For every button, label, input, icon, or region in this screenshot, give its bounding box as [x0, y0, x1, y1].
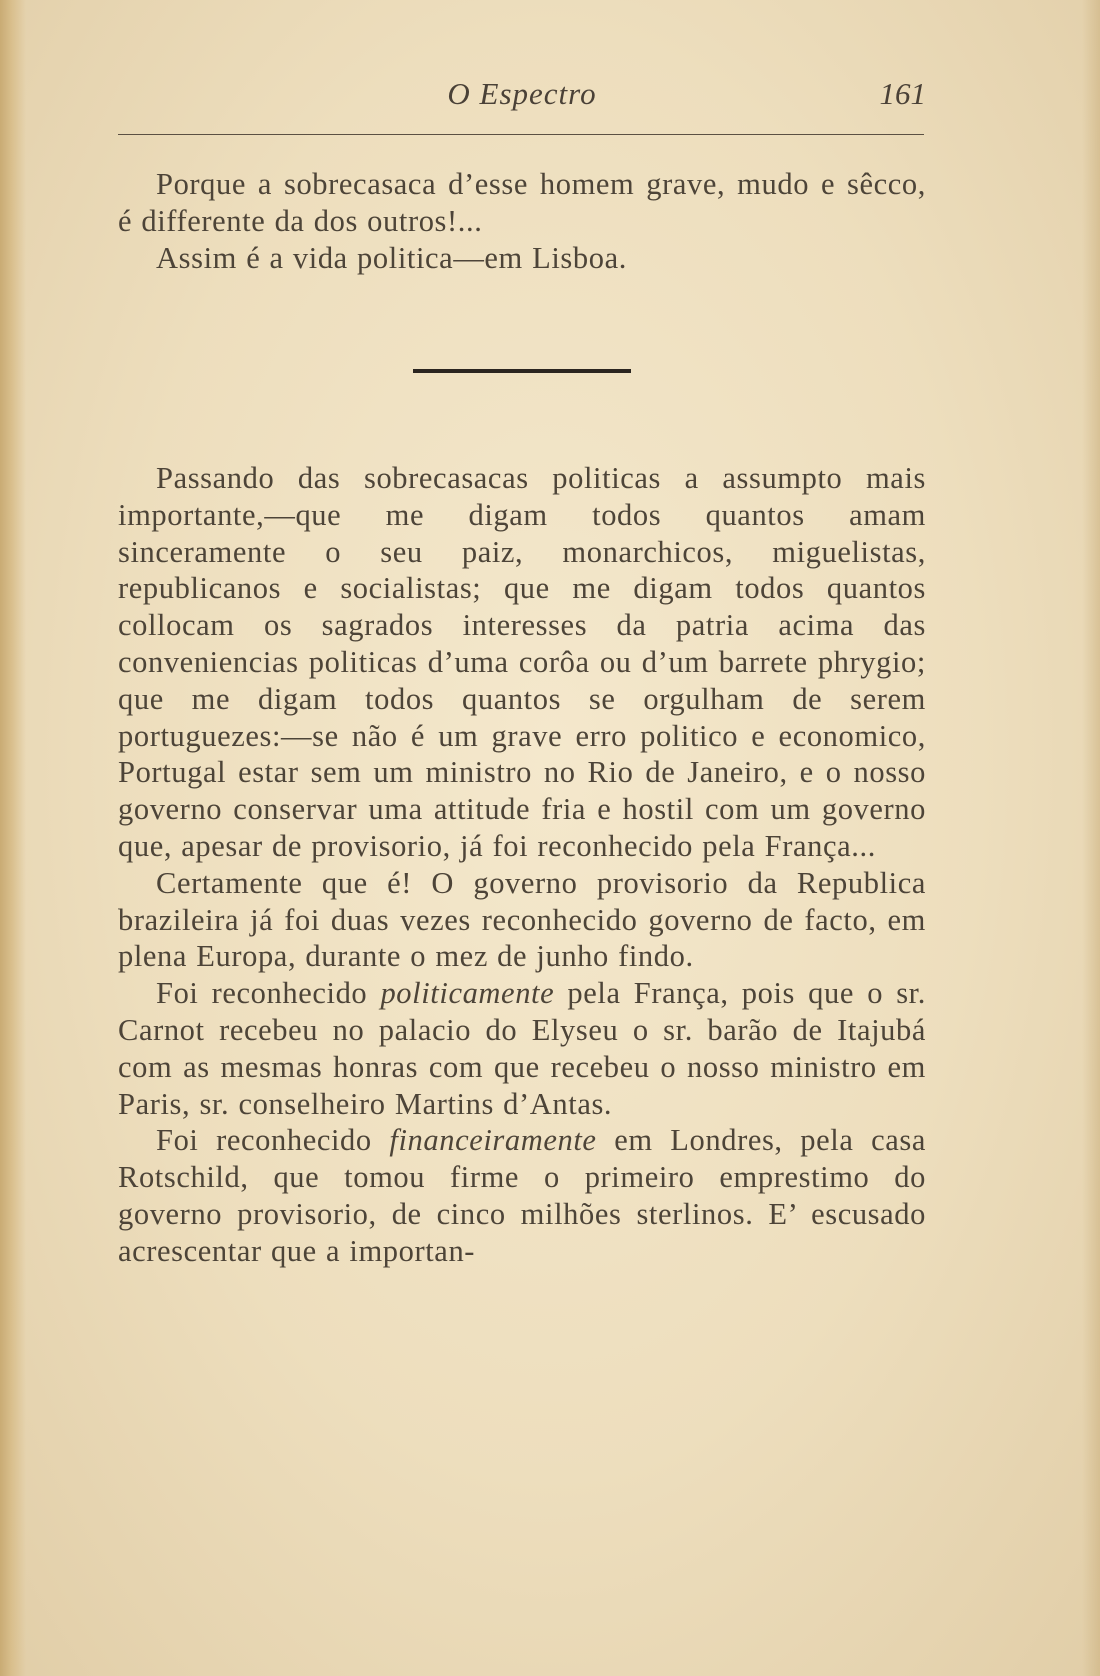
paragraph: Porque a sobrecasaca d’esse homem grave, mudo e sêcco, é differente da dos outros!...: [118, 167, 926, 238]
paragraph: Passando das sobrecasacas politicas a assumpto mais importante,—que me digam todos quantos amam sinceramente o seu paiz, monarchicos, miguelistas, republicanos e socialistas; que me digam todos quantos collocam os sagrados interesses da patria acima das conveniencias politicas d’uma corôa ou d’um barrete phrygio; que me digam todos quantos se orgulham de serem portuguezes:—se não é um grave erro politico e economico, Portugal estar sem um ministro no Rio de Janeiro, e o nosso governo conservar uma attitude fria e hostil com um governo que, apesar de provisorio, já foi reconhecido pela França...: [118, 461, 926, 863]
section-2-text: [118, 460, 926, 1270]
paragraph-text: em Londres, pela casa Rotschild, que tomou firme o primeiro emprestimo do governo provisorio, de cinco milhões sterlinos. E’ escusado acrescentar que a importan-: [118, 1123, 926, 1268]
paragraph: Certamente que é! O governo provisorio da Republica brazileira já foi duas vezes reconhecido governo de facto, em plena Europa, durante o mez de junho findo.: [118, 865, 926, 974]
italic-term: politicamente: [380, 976, 555, 1011]
header-rule: [118, 134, 924, 135]
paragraph-text: Foi reconhecido: [156, 1123, 390, 1158]
header-title: O Espectro: [447, 76, 597, 111]
paragraph: Assim é a vida politica—em Lisboa.: [156, 240, 627, 275]
binding-edge: [0, 0, 26, 1676]
running-header: [118, 70, 926, 116]
paragraph: [118, 1122, 926, 1269]
section-1-text: [118, 166, 926, 276]
paragraph: [118, 975, 926, 1122]
paragraph-text: pela França, pois que o sr. Carnot recebeu no palacio do Elyseu o sr. barão de Itajubá com as mesmas honras com que recebeu o nosso ministro em Paris, sr. conselheiro Martins d’Antas.: [118, 976, 926, 1121]
page-number: 161: [879, 76, 926, 111]
page-edge-shadow: [1082, 0, 1100, 1676]
section-divider: [413, 369, 631, 373]
paragraph-text: Foi reconhecido: [156, 976, 381, 1011]
italic-term: financeiramente: [389, 1123, 597, 1158]
